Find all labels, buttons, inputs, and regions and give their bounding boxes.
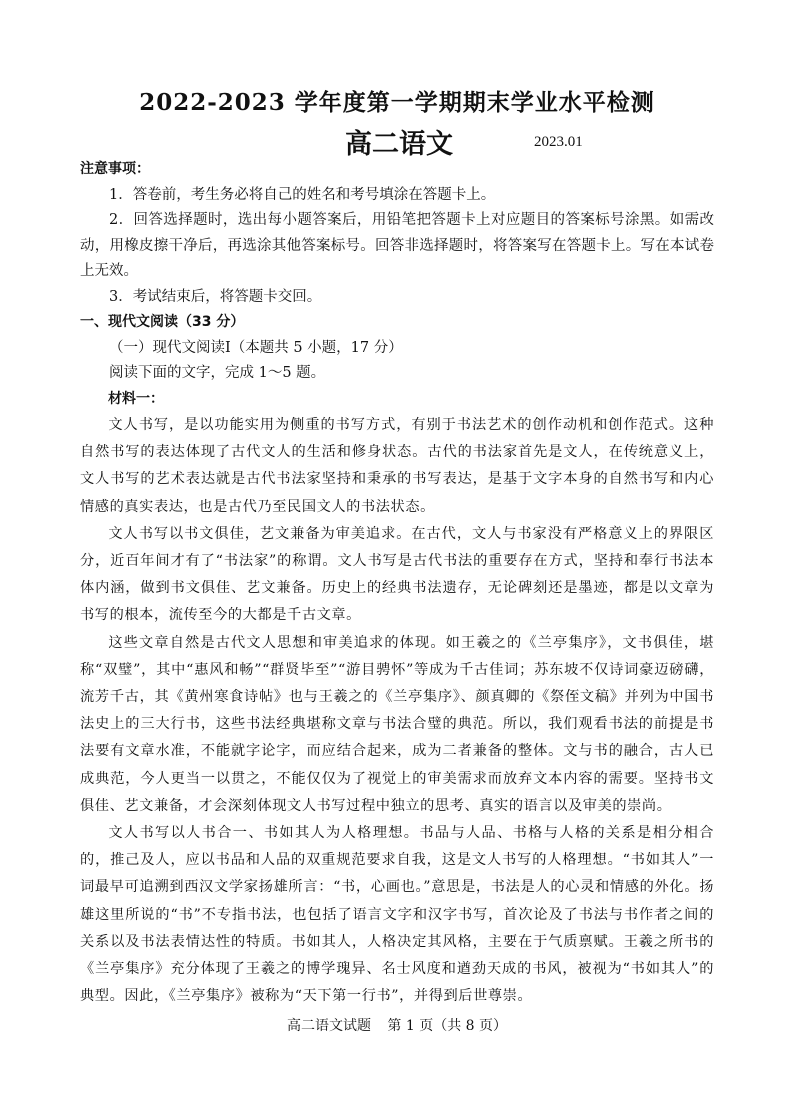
reading-instruction: 阅读下面的文字，完成 1～5 题。 <box>109 365 326 381</box>
notes-heading: 注意事项： <box>80 161 150 177</box>
material-paragraph-3: 这些文章自然是古代文人思想和审美追求的体现。如王羲之的《兰亭集序》，文书俱佳，堪称“双璧”，其中“惠风和畅”“群贤毕至”“游目骋怀”等成为千古佳词；苏东坡不仅诗词豪迈磅礴，流芳千古，其《黄州寒食诗帖》也与王羲之的《兰亭集序》、颜真卿的《祭侄文稿》并列为中国书法史上的三大行书，这些书法经典堪称文章与书法合璧的典范。所以，我们观看书法的前提是书法要有文章水准，不能就字论字，而应结合起来，成为二者兼备的整体。文与书的融合，古人已成典范，今人更当一以贯之，不能仅仅为了视觉上的审美需求而放弃文本内容的需要。坚持书文俱佳、艺文兼备，才会深刻体现文人书写过程中独立的思考、真实的语言以及审美的崇尚。 <box>80 634 714 814</box>
subject-title: 高二语文 <box>345 129 453 160</box>
exam-title: 2022-2023 学年度第一学期期末学业水平检测 <box>139 89 655 116</box>
page-footer <box>0 1015 794 1035</box>
note-item-3: 3．考试结束后，将答题卡交回。 <box>109 288 322 305</box>
sub-section-heading: （一）现代文阅读Ⅰ（本题共 5 小题，17 分） <box>109 339 403 356</box>
subtitle-row <box>0 122 794 162</box>
material-label: 材料一： <box>108 390 164 407</box>
page-number: 第 1 页（共 8 页） <box>387 1018 508 1034</box>
footer-label: 高二语文试题 <box>286 1018 371 1034</box>
exam-date: 2023.01 <box>534 134 583 150</box>
section-heading: 一、现代文阅读（33 分） <box>80 314 245 330</box>
material-paragraph-1: 文人书写，是以功能实用为侧重的书写方式，有别于书法艺术的创作动机和创作范式。这种自然书写的表达体现了古代文人的生活和修身状态。古代的书法家首先是文人，在传统意义上，文人书写的艺术表达就是古代书法家坚持和秉承的书写表达，是基于文字本身的自然书写和内心情感的真实表达，也是古代乃至民国文人的书法状态。 <box>80 417 714 515</box>
material-paragraph-4: 文人书写以人书合一、书如其人为人格理想。书品与人品、书格与人格的关系是相分相合的，推己及人，应以书品和人品的双重规范要求自我，这是文人书写的人格理想。“书如其人”一词最早可追溯到西汉文学家扬雄所言：“书，心画也。”意思是，书法是人的心灵和情感的外化。扬雄这里所说的“书”不专指书法，也包括了语言文字和汉字书写，首次论及了书法与书作者之间的关系以及书法表情达性的特质。书如其人，人格决定其风格，主要在于气质禀赋。王羲之所书的《兰亭集序》充分体现了王羲之的博学瑰异、名士风度和遒劲天成的书风，被视为“书如其人”的典型。因此，《兰亭集序》被称为“天下第一行书”，并得到后世尊崇。 <box>80 825 714 1005</box>
note-item-1: 1．答卷前，考生务必将自己的姓名和考号填涂在答题卡上。 <box>109 186 496 203</box>
material-paragraph-2: 文人书写以书文俱佳，艺文兼备为审美追求。在古代，文人与书家没有严格意义上的界限区分，近百年间才有了“书法家”的称谓。文人书写是古代书法的重要存在方式，坚持和奉行书法本体内涵，做到书文俱佳、艺文兼备。历史上的经典书法遗存，无论碑刻还是墨迹，都是以文章为书写的根本，流传至今的大都是千古文章。 <box>80 525 714 624</box>
note-item-2: 2．回答选择题时，选出每小题答案后，用铅笔把答题卡上对应题目的答案标号涂黑。如需改动，用橡皮擦干净后，再选涂其他答案标号。回答非选择题时，将答案写在答题卡上。写在本试卷上无效。 <box>80 212 714 279</box>
page-content <box>80 157 714 1010</box>
